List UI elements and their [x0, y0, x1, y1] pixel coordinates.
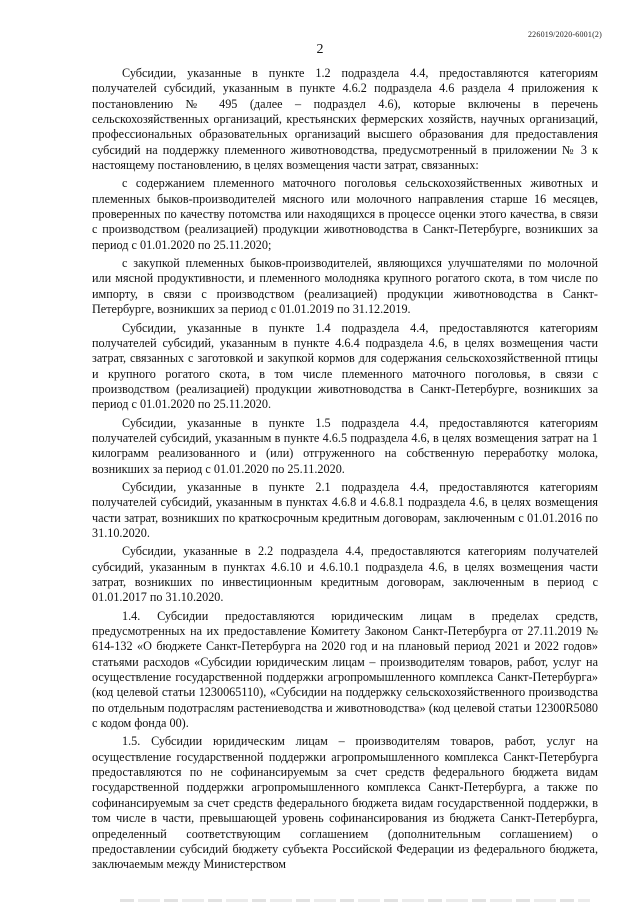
- paragraph: Субсидии, указанные в 2.2 подраздела 4.4, предоставляются категориям получателей субсидий, указанным в пунктах 4.6.10 и 4.6.10.1 подраздела 4.6, в целях возмещения части затрат, возникших по инвестиционным кредитным договорам, заключенным в период с 01.01.2017 по 31.10.2020.: [92, 544, 598, 605]
- document-registration-number: 226019/2020-6001(2): [527, 30, 602, 39]
- scan-bleed-through: [120, 893, 590, 905]
- paragraph: 1.4. Субсидии предоставляются юридическим лицам в пределах средств, предусмотренных на их предоставление Комитету Законом Санкт-Петербурга от 27.11.2019 № 614-132 «О бюджете Санкт-Петербурга на 2020 год и на плановый период 2021 и 2022 годов» статьями расходов «Субсидии юридическим лицам – производителям товаров, работ, услуг на осуществление государственной поддержки агропромышленного комплекса Санкт-Петербурга» (код целевой статьи 1230065110), «Субсидии на поддержку сельскохозяйственного производства по отдельным подотраслям растениеводства и животноводства» (код целевой статьи 12300R5080 с кодом фонда 00).: [92, 608, 598, 731]
- page-number: 2: [316, 42, 324, 57]
- paragraph: Субсидии, указанные в пункте 2.1 подраздела 4.4, предоставляются категориям получателей субсидий, указанным в пунктах 4.6.8 и 4.6.8.1 подраздела 4.6, в целях возмещения части затрат, возникших по краткосрочным кредитным договорам, заключенным с 01.01.2016 по 31.10.2020.: [92, 479, 598, 540]
- paragraph: Субсидии, указанные в пункте 1.2 подраздела 4.4, предоставляются категориям получателей субсидий, указанным в пункте 4.6.2 подраздела 4.6 раздела 4 приложения к постановлению № 495 (далее – подраздел 4.6), которые включены в перечень сельскохозяйственных организаций, крестьянских фермерских хозяйств, научных организаций, профессиональных образовательных организаций высшего образования для предоставления субсидий на поддержку племенного животноводства, предусмотренный в приложении № 3 к настоящему постановлению, в целях возмещения части затрат, связанных:: [92, 66, 598, 173]
- paragraph: 1.5. Субсидии юридическим лицам – производителям товаров, работ, услуг на осуществление государственной поддержки агропромышленного комплекса Санкт-Петербурга предоставляются по не софинансируемым за счет средств федерального бюджета видам государственной поддержки агропромышленного комплекса Санкт-Петербурга, а также по софинансируемым за счет средств федерального бюджета видам государственной поддержки, в том числе в части, превышающей уровень софинансирования из бюджета Санкт-Петербурга, определенный соответствующим соглашением (дополнительным соглашением) о предоставлении субсидий бюджету субъекта Российской Федерации из федерального бюджета, заключаемым между Министерством: [92, 734, 598, 872]
- paragraph: Субсидии, указанные в пункте 1.4 подраздела 4.4, предоставляются категориям получателей субсидий, указанным в пункте 4.6.4 подраздела 4.6, в целях возмещения части затрат, связанных с заготовкой и закупкой кормов для содержания сельскохозяйственной птицы и крупного рогатого скота, в том числе племенного маточного поголовья, в связи с производством (реализацией) продукции животноводства в Санкт-Петербурге, возникших за период с 01.01.2020 по 25.11.2020.: [92, 320, 598, 412]
- paragraph: с закупкой племенных быков-производителей, являющихся улучшателями по молочной или мясной продуктивности, и племенного молодняка крупного рогатого скота, в том числе по импорту, в связи с производством (реализацией) продукции животноводства в Санкт-Петербурге, возникших за период с 01.01.2019 по 31.12.2019.: [92, 256, 598, 317]
- paragraph: с содержанием племенного маточного поголовья сельскохозяйственных животных и племенных быков-производителей мясного или молочного направления старше 16 месяцев, проверенных по качеству потомства или находящихся в процессе оценки этого качества, в связи с производством (реализацией) продукции животноводства в Санкт-Петербурге, возникших за период с 01.01.2020 по 25.11.2020;: [92, 176, 598, 252]
- faded-text-line: [120, 899, 590, 902]
- paragraph: Субсидии, указанные в пункте 1.5 подраздела 4.4, предоставляются категориям получателей субсидий, указанным в пункте 4.6.5 подраздела 4.6, в целях возмещения затрат на 1 килограмм реализованного и (или) отгруженного на собственную переработку молока, возникших за период с 01.01.2020 по 25.11.2020.: [92, 415, 598, 476]
- document-body: [92, 66, 598, 874]
